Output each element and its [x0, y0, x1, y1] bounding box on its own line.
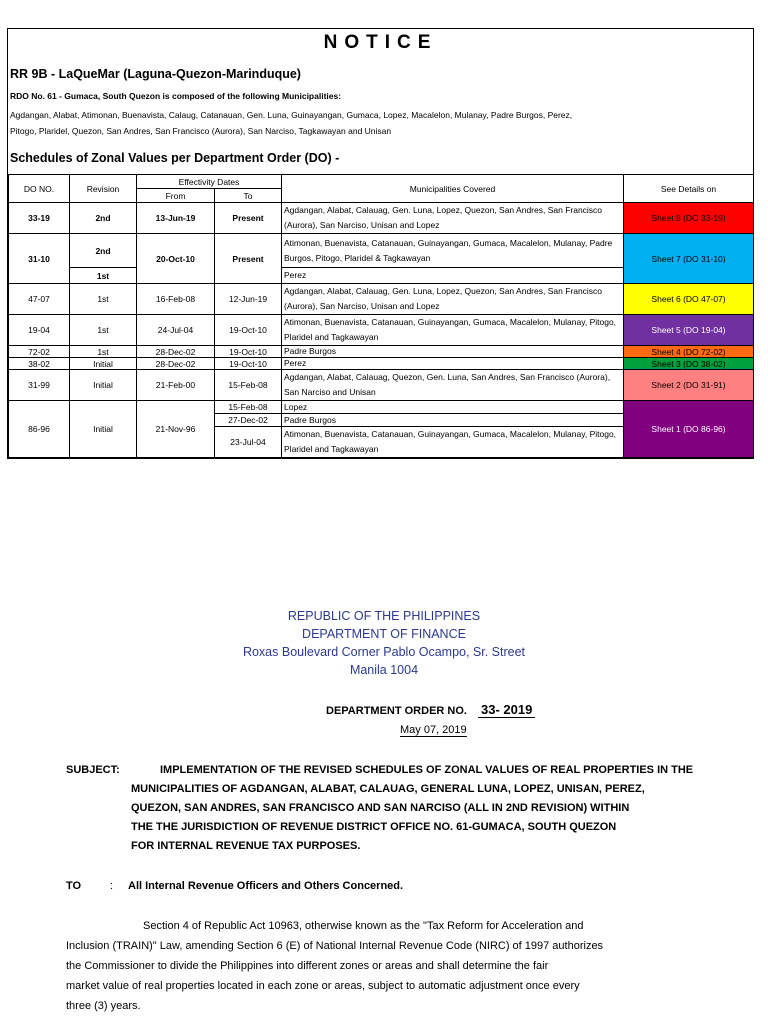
sheet-link[interactable]: Sheet 8 (DO 33-19)	[624, 203, 754, 234]
department-order-label: DEPARTMENT ORDER NO.	[326, 705, 467, 717]
sheet-link[interactable]: Sheet 5 (DO 19-04)	[624, 315, 754, 346]
do-no-cell: 33-19	[9, 203, 70, 234]
sheet-link[interactable]: Sheet 7 (DO 31-10)	[624, 234, 754, 284]
to-recipients: All Internal Revenue Officers and Others Concerned.	[128, 880, 404, 892]
revision-cell: Initial	[70, 401, 137, 458]
from-cell: 24-Jul-04	[137, 315, 215, 346]
do-no-cell: 72-02	[9, 346, 70, 358]
header-from: From	[137, 189, 215, 203]
sheet-link[interactable]: Sheet 6 (DO 47-07)	[624, 284, 754, 315]
municipalities-cell: Atimonan, Buenavista, Catanauan, Guinayangan, Gumaca, Macalelon, Mulanay, Padre Burgos, Pitogo, Plaridel & Tagkawayan	[282, 234, 624, 268]
municipalities-cell: Agdangan, Alabat, Calauag, Quezon, Gen. Luna, San Andres, San Francisco (Aurora), San Narciso and Unisan	[282, 370, 624, 401]
revision-cell: 1st	[70, 268, 137, 284]
to-cell: 23-Jul-04	[215, 427, 282, 458]
from-cell: 28-Dec-02	[137, 358, 215, 370]
table-row	[9, 203, 754, 234]
municipalities-line-1: Agdangan, Alabat, Atimonan, Buenavista, Calaug, Catanauan, Gen. Luna, Guinayangan, Gumaca, Lopez, Macalelon, Mulanay, Padre Burgos, Perez,	[10, 110, 573, 120]
zonal-values-table	[8, 174, 754, 458]
to-cell: 19-Oct-10	[215, 346, 282, 358]
to-colon: :	[110, 880, 114, 892]
subject-line: IMPLEMENTATION OF THE REVISED SCHEDULES OF ZONAL VALUES OF REAL PROPERTIES IN THE	[160, 764, 694, 776]
from-cell: 16-Feb-08	[137, 284, 215, 315]
region-title: RR 9B - LaQueMar (Laguna-Quezon-Marinduque)	[10, 67, 301, 81]
revision-cell: 2nd	[70, 234, 137, 268]
revision-cell: 2nd	[70, 203, 137, 234]
revision-cell: Initial	[70, 358, 137, 370]
to-cell: Present	[215, 203, 282, 234]
from-cell: 21-Nov-96	[137, 401, 215, 458]
body-line: three (3) years.	[66, 1000, 141, 1012]
table-row	[9, 315, 754, 346]
municipalities-cell: Atimonan, Buenavista, Catanauan, Guinayangan, Gumaca, Macalelon, Mulanay, Pitogo, Plaridel and Tagkawayan	[282, 427, 624, 458]
revision-cell: Initial	[70, 370, 137, 401]
do-no-cell: 19-04	[9, 315, 70, 346]
letterhead-republic: REPUBLIC OF THE PHILIPPINES	[287, 609, 481, 623]
header-details: See Details on	[624, 175, 754, 203]
municipalities-cell: Agdangan, Alabat, Calauag, Gen. Luna, Lopez, Quezon, San Andres, San Francisco (Aurora), San Narciso, Unisan and Lopez	[282, 284, 624, 315]
sheet-link[interactable]: Sheet 4 (DO 72-02)	[624, 346, 754, 358]
to-cell: 19-Oct-10	[215, 358, 282, 370]
table-row	[9, 370, 754, 401]
department-order-date: May 07, 2019	[400, 724, 467, 736]
header-effectivity: Effectivity Dates	[137, 175, 282, 189]
header-do-no: DO NO.	[9, 175, 70, 203]
to-cell: 15-Feb-08	[215, 370, 282, 401]
do-no-cell: 38-02	[9, 358, 70, 370]
from-cell: 21-Feb-00	[137, 370, 215, 401]
municipalities-cell: Agdangan, Alabat, Calauag, Gen. Luna, Lopez, Quezon, San Andres, San Francisco (Aurora), San Narciso, Unisan and Lopez	[282, 203, 624, 234]
municipalities-cell: Perez	[282, 268, 624, 284]
revision-cell: 1st	[70, 284, 137, 315]
body-line: the Commissioner to divide the Philippines into different zones or areas and shall determine the fair	[66, 960, 549, 972]
header-to: To	[215, 189, 282, 203]
rdo-line: RDO No. 61 - Gumaca, South Quezon is composed of the following Municipalities:	[10, 91, 342, 101]
revision-cell: 1st	[70, 315, 137, 346]
to-cell: Present	[215, 234, 282, 284]
from-cell: 28-Dec-02	[137, 346, 215, 358]
body-line: Inclusion (TRAIN)" Law, amending Section 6 (E) of National Internal Revenue Code (NIRC) of 1997 authorizes	[66, 940, 604, 952]
sheet-link[interactable]: Sheet 2 (DO 31-91)	[624, 370, 754, 401]
header-revision: Revision	[70, 175, 137, 203]
letterhead-address: Roxas Boulevard Corner Pablo Ocampo, Sr. Street	[242, 645, 526, 659]
from-cell: 20-Oct-10	[137, 234, 215, 284]
municipalities-cell: Padre Burgos	[282, 414, 624, 427]
table-row	[9, 358, 754, 370]
to-cell: 12-Jun-19	[215, 284, 282, 315]
municipalities-cell: Padre Burgos	[282, 346, 624, 358]
header-municipalities: Municipalities Covered	[282, 175, 624, 203]
department-order-number: 33- 2019	[478, 702, 535, 718]
body-line: market value of real properties located in each zone or areas, subject to automatic adjustment once every	[66, 980, 580, 992]
do-no-cell: 31-99	[9, 370, 70, 401]
subject-label: SUBJECT:	[66, 764, 120, 776]
do-no-cell: 47-07	[9, 284, 70, 315]
municipalities-cell: Lopez	[282, 401, 624, 414]
to-cell: 19-Oct-10	[215, 315, 282, 346]
body-line: Section 4 of Republic Act 10963, otherwise known as the "Tax Reform for Acceleration and	[143, 920, 584, 932]
table-row	[9, 234, 754, 268]
table-row	[9, 401, 754, 414]
table-row	[9, 284, 754, 315]
from-cell: 13-Jun-19	[137, 203, 215, 234]
subject-line: MUNICIPALITIES OF AGDANGAN, ALABAT, CALAUAG, GENERAL LUNA, LOPEZ, UNISAN, PEREZ,	[131, 783, 645, 795]
subject-line: QUEZON, SAN ANDRES, SAN FRANCISCO AND SAN NARCISO (ALL IN 2ND REVISION) WITHIN	[131, 802, 630, 814]
municipalities-cell: Atimonan, Buenavista, Catanauan, Guinayangan, Gumaca, Macalelon, Mulanay, Pitogo, Plaridel and Tagkawayan	[282, 315, 624, 346]
sheet-link[interactable]: Sheet 3 (DO 38-02)	[624, 358, 754, 370]
subject-line: FOR INTERNAL REVENUE TAX PURPOSES.	[131, 840, 361, 852]
notice-box	[7, 28, 754, 459]
revision-cell: 1st	[70, 346, 137, 358]
letterhead-department: DEPARTMENT OF FINANCE	[302, 627, 466, 641]
sheet-link[interactable]: Sheet 1 (DO 86-96)	[624, 401, 754, 458]
notice-title: NOTICE	[323, 32, 438, 53]
table-row	[9, 346, 754, 358]
letterhead-city: Manila 1004	[349, 663, 419, 677]
to-cell: 15-Feb-08	[215, 401, 282, 414]
department-order-line	[326, 702, 535, 718]
do-no-cell: 31-10	[9, 234, 70, 284]
do-no-cell: 86-96	[9, 401, 70, 458]
subject-line: THE THE JURISDICTION OF REVENUE DISTRICT OFFICE NO. 61-GUMACA, SOUTH QUEZON	[131, 821, 617, 833]
municipalities-cell: Perez	[282, 358, 624, 370]
municipalities-line-2: Pitogo, Plaridel, Quezon, San Andres, San Francisco (Aurora), San Narciso, Tagkawayan and Unisan	[10, 126, 392, 136]
to-label: TO	[66, 880, 82, 892]
to-cell: 27-Dec-02	[215, 414, 282, 427]
table-header-row	[9, 175, 754, 189]
schedules-title: Schedules of Zonal Values per Department Order (DO) -	[10, 151, 340, 165]
